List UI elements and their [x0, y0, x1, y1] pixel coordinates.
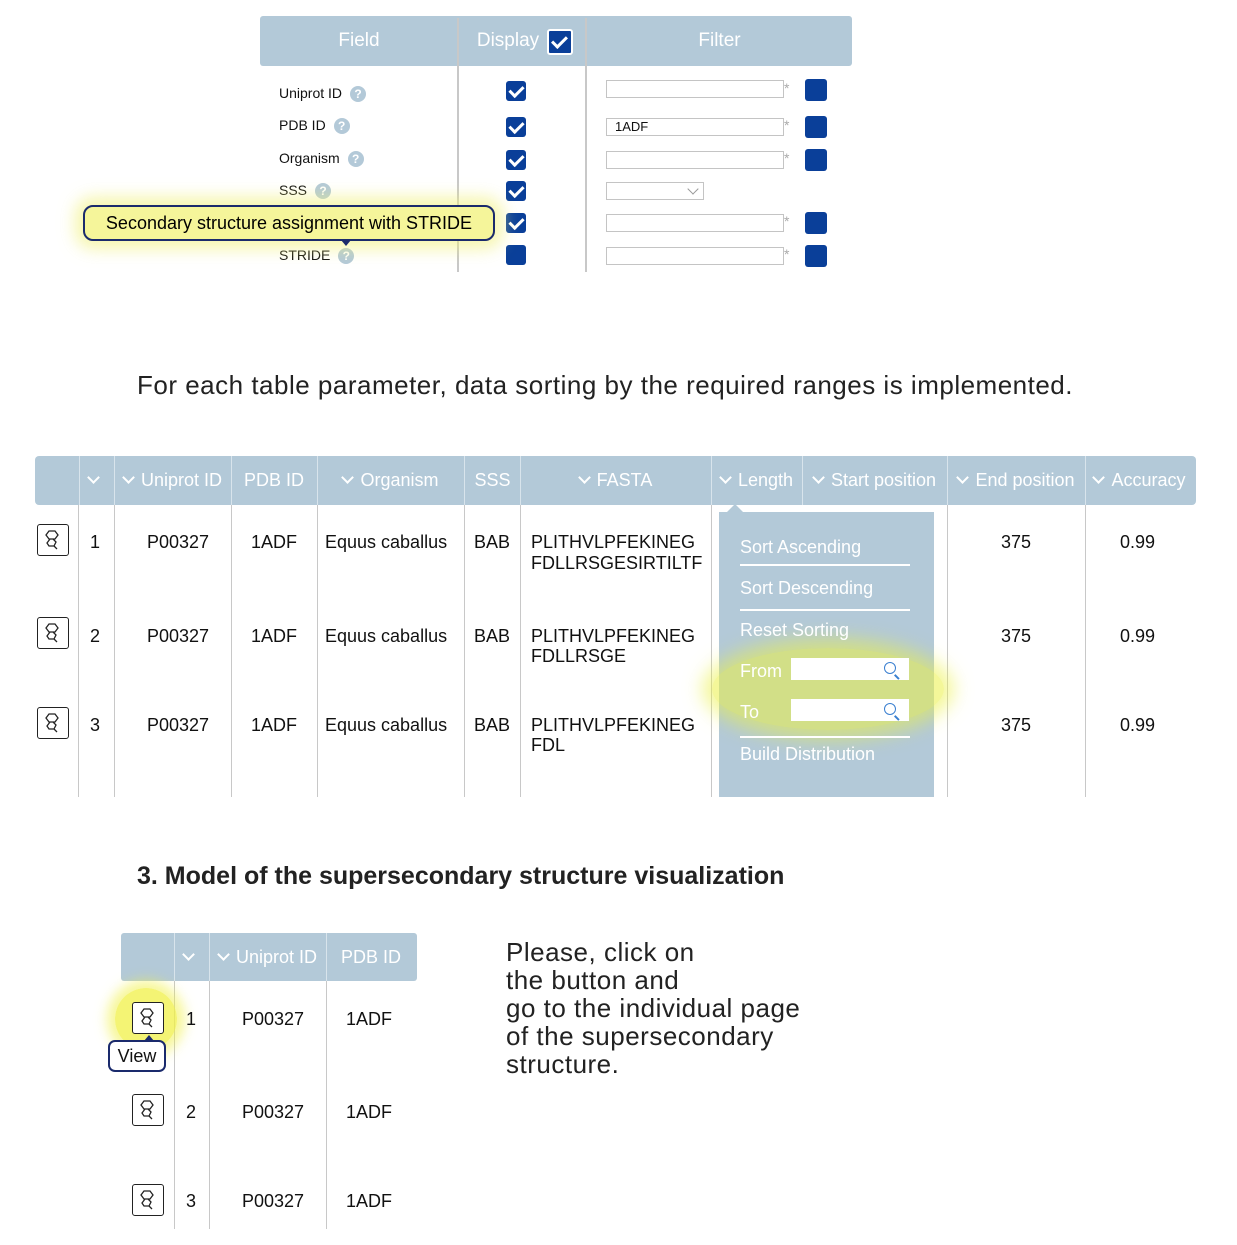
header-divider	[711, 456, 712, 505]
cell-end-position: 375	[1001, 715, 1032, 735]
view-structure-button[interactable]	[37, 617, 69, 649]
row-number: 1	[186, 1009, 197, 1029]
search-icon[interactable]	[884, 662, 896, 674]
filter-input-uniprot[interactable]	[606, 80, 784, 98]
sss-select[interactable]	[606, 182, 704, 200]
column-divider	[464, 505, 465, 797]
row-number: 3	[90, 715, 101, 735]
cell-end-position: 375	[1001, 626, 1032, 646]
instruction-note	[506, 938, 800, 1078]
menu-sort-descending[interactable]: Sort Descending	[740, 578, 874, 598]
cell-uniprot: P00327	[147, 715, 210, 735]
filter-input-organism[interactable]	[606, 151, 784, 169]
menu-divider	[740, 736, 910, 738]
chevron-down-icon	[687, 183, 698, 194]
cell-end-position: 375	[1001, 532, 1032, 552]
field-label: Uniprot ID	[279, 85, 343, 101]
section-caption: For each table parameter, data sorting by the required ranges is implemented.	[137, 370, 1073, 400]
help-icon[interactable]: ?	[338, 248, 354, 264]
header-divider	[317, 456, 318, 505]
field-row-uniprot	[279, 83, 366, 103]
header-divider	[209, 933, 210, 981]
display-checkbox-stride[interactable]	[506, 245, 526, 265]
note-line: the button and	[506, 965, 680, 995]
menu-sort-ascending[interactable]: Sort Ascending	[740, 537, 862, 557]
help-icon[interactable]: ?	[348, 151, 364, 167]
structure-icon	[41, 528, 65, 552]
header-accuracy[interactable]: Accuracy	[1086, 456, 1194, 505]
column-divider	[585, 18, 587, 272]
column-divider	[1085, 505, 1086, 797]
field-column-header: Field	[338, 30, 380, 51]
column-divider	[947, 505, 948, 797]
column-divider	[520, 505, 521, 797]
cell-fasta-line2: FDL	[531, 735, 566, 755]
column-divider	[231, 505, 232, 797]
column-divider	[209, 981, 210, 1229]
view-structure-button[interactable]	[132, 1184, 164, 1216]
filter-input-stride-assignment[interactable]	[606, 214, 784, 232]
chevron-down-icon	[812, 471, 825, 484]
row-number: 3	[186, 1191, 197, 1211]
header-divider	[520, 456, 521, 505]
cell-fasta-line2: FDLLRSGESIRTILTF	[531, 553, 703, 573]
filter-apply-button-stride[interactable]	[805, 245, 827, 267]
header-start-position[interactable]: Start position	[803, 456, 947, 505]
header-pdb-id[interactable]: PDB ID	[340, 947, 401, 967]
structure-icon	[136, 1188, 160, 1212]
cell-fasta-line1: PLITHVLPFEKINEG	[531, 532, 696, 552]
chevron-down-icon	[122, 471, 135, 484]
cell-uniprot: P00327	[147, 626, 210, 646]
structure-icon	[136, 1006, 160, 1030]
cell-organism: Equus caballus	[325, 715, 448, 735]
header-uniprot-id[interactable]: Uniprot ID	[115, 456, 231, 505]
filter-apply-button-stride-assignment[interactable]	[805, 212, 827, 234]
column-divider	[711, 505, 712, 797]
cell-pdb: 1ADF	[251, 715, 298, 735]
field-row-stride	[279, 245, 354, 265]
help-icon[interactable]: ?	[334, 118, 350, 134]
row-number: 2	[90, 626, 101, 646]
view-structure-button[interactable]	[37, 707, 69, 739]
note-line: structure.	[506, 1049, 620, 1079]
display-checkbox-stride-assignment[interactable]	[506, 213, 526, 233]
structure-icon	[136, 1098, 160, 1122]
header-length[interactable]: Length	[712, 456, 802, 505]
search-icon[interactable]	[884, 703, 896, 715]
chevron-down-icon	[957, 471, 970, 484]
field-label: PDB ID	[279, 117, 326, 133]
chevron-down-icon	[87, 471, 100, 484]
range-to-input[interactable]	[791, 699, 909, 721]
cell-pdb: 1ADF	[346, 1009, 393, 1029]
range-from-input[interactable]	[791, 658, 909, 680]
display-all-checkbox[interactable]	[547, 29, 573, 55]
filter-apply-button-pdb[interactable]	[805, 116, 827, 138]
range-to-label: To	[740, 702, 760, 722]
cell-sss: BAB	[474, 532, 511, 552]
menu-reset-sorting[interactable]: Reset Sorting	[740, 620, 850, 640]
required-mark: *	[784, 117, 790, 133]
help-icon[interactable]: ?	[350, 86, 366, 102]
header-pdb-id[interactable]: PDB ID	[243, 470, 304, 490]
display-checkbox-sss[interactable]	[506, 181, 526, 201]
display-checkbox-uniprot[interactable]	[506, 81, 526, 101]
display-checkbox-pdb[interactable]	[506, 117, 526, 137]
header-divider	[1085, 456, 1086, 505]
column-divider	[78, 505, 79, 797]
stride-tooltip: Secondary structure assignment with STRIDE	[83, 205, 495, 241]
cell-accuracy: 0.99	[1120, 626, 1156, 646]
header-divider	[326, 933, 327, 981]
section-title: 3. Model of the supersecondary structure visualization	[137, 862, 785, 890]
note-line: of the supersecondary	[506, 1021, 774, 1051]
cell-organism: Equus caballus	[325, 626, 448, 646]
filter-apply-button-organism[interactable]	[805, 149, 827, 171]
help-icon[interactable]: ?	[315, 183, 331, 199]
column-divider	[326, 981, 327, 1229]
header-divider	[174, 933, 175, 981]
structure-icon	[41, 711, 65, 735]
row-number: 2	[186, 1102, 197, 1122]
filter-input-stride[interactable]	[606, 247, 784, 265]
field-row-organism	[279, 148, 364, 168]
header-divider	[231, 456, 232, 505]
column-divider	[114, 505, 115, 797]
row-number-header[interactable]	[175, 933, 209, 981]
chevron-down-icon	[342, 471, 355, 484]
cell-sss: BAB	[474, 626, 511, 646]
view-structure-button[interactable]	[37, 524, 69, 556]
filter-apply-button-uniprot[interactable]	[805, 79, 827, 101]
chevron-down-icon	[719, 471, 732, 484]
cell-uniprot: P00327	[242, 1102, 305, 1122]
cell-fasta-line2: FDLLRSGE	[531, 646, 627, 666]
cell-uniprot: P00327	[242, 1009, 305, 1029]
header-uniprot-id[interactable]: Uniprot ID	[210, 933, 326, 981]
range-from-label: From	[740, 661, 782, 681]
cell-uniprot: P00327	[147, 532, 210, 552]
cell-accuracy: 0.99	[1120, 715, 1156, 735]
header-divider	[802, 456, 803, 505]
view-tooltip: View	[108, 1040, 166, 1072]
field-row-sss	[279, 180, 331, 200]
header-fasta[interactable]: FASTA	[521, 456, 711, 505]
column-divider	[317, 505, 318, 797]
chevron-down-icon	[217, 948, 230, 961]
cell-pdb: 1ADF	[251, 532, 298, 552]
chevron-down-icon	[182, 948, 195, 961]
header-divider	[79, 456, 80, 505]
required-mark: *	[784, 213, 790, 229]
header-divider	[464, 456, 465, 505]
cell-uniprot: P00327	[242, 1191, 305, 1211]
view-structure-button[interactable]	[132, 1094, 164, 1126]
header-divider	[114, 456, 115, 505]
filter-input-pdb[interactable]: 1ADF	[606, 118, 784, 136]
cell-pdb: 1ADF	[346, 1191, 393, 1211]
field-label: STRIDE	[279, 247, 331, 263]
required-mark: *	[784, 150, 790, 166]
required-mark: *	[784, 80, 790, 96]
header-divider	[947, 456, 948, 505]
required-mark: *	[784, 246, 790, 262]
menu-build-distribution[interactable]: Build Distribution	[740, 744, 876, 764]
row-number-header[interactable]	[80, 456, 114, 505]
cell-pdb: 1ADF	[346, 1102, 393, 1122]
cell-organism: Equus caballus	[325, 532, 448, 552]
note-line: Please, click on	[506, 937, 695, 967]
header-end-position[interactable]: End position	[948, 456, 1085, 505]
cell-fasta-line1: PLITHVLPFEKINEG	[531, 626, 696, 646]
filter-column-header: Filter	[698, 30, 741, 51]
field-row-pdb	[279, 115, 350, 135]
cell-fasta-line1: PLITHVLPFEKINEG	[531, 715, 696, 735]
chevron-down-icon	[578, 471, 591, 484]
header-organism[interactable]: Organism	[318, 456, 464, 505]
header-sss[interactable]: SSS	[474, 470, 511, 490]
menu-divider	[740, 564, 910, 566]
view-structure-button[interactable]	[132, 1002, 164, 1034]
row-number: 1	[90, 532, 101, 552]
display-column-header: Display	[476, 30, 540, 51]
cell-sss: BAB	[474, 715, 511, 735]
field-label: Organism	[279, 150, 340, 166]
chevron-down-icon	[1093, 471, 1106, 484]
menu-divider	[740, 609, 910, 611]
cell-pdb: 1ADF	[251, 626, 298, 646]
note-line: go to the individual page	[506, 993, 801, 1023]
field-label: SSS	[279, 182, 308, 198]
cell-accuracy: 0.99	[1120, 532, 1156, 552]
structure-icon	[41, 621, 65, 645]
display-checkbox-organism[interactable]	[506, 150, 526, 170]
